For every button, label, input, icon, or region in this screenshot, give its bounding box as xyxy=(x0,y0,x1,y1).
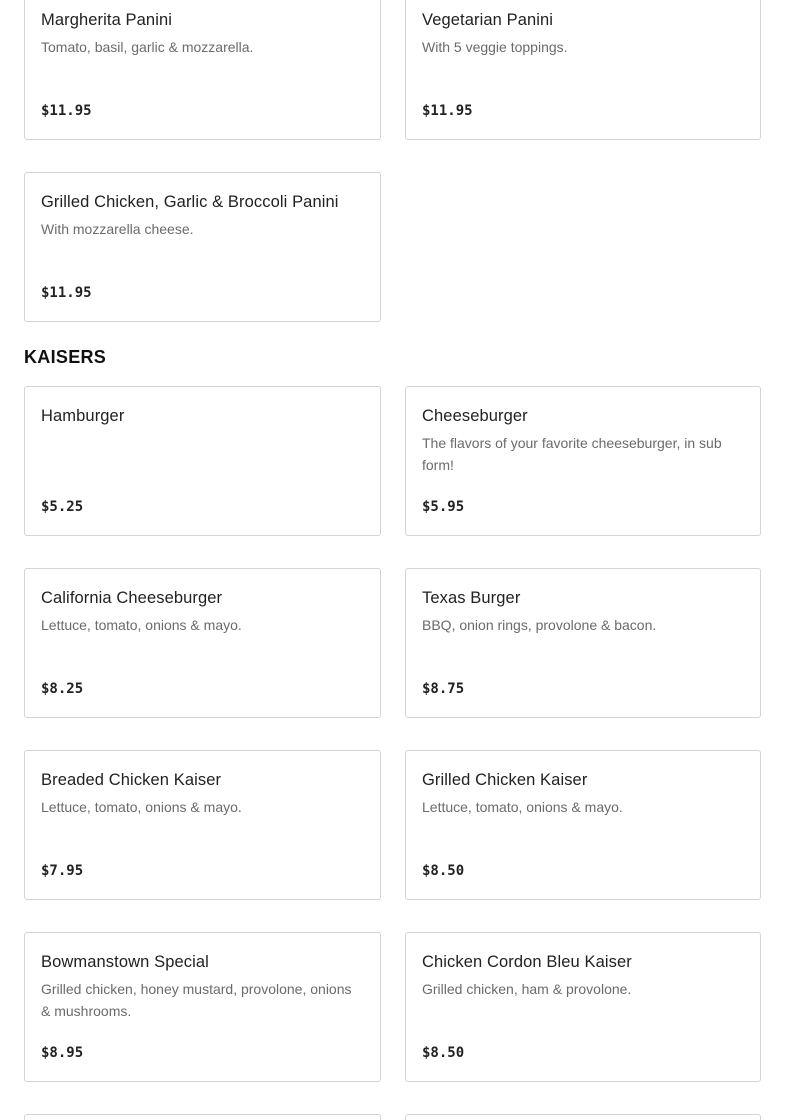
menu-item-description: Lettuce, tomato, onions & mayo. xyxy=(41,617,242,633)
menu-item-title: Margherita Panini xyxy=(41,11,173,29)
menu-item-price: $8.75 xyxy=(422,681,465,697)
menu-item-title: Hamburger xyxy=(41,407,125,425)
menu-item-description: Grilled chicken, honey mustard, provolone, onions & mushrooms. xyxy=(41,981,352,1019)
menu-item-card[interactable] xyxy=(405,386,761,536)
section-heading-kaisers: KAISERS xyxy=(24,347,107,367)
menu-item-description: With mozzarella cheese. xyxy=(41,221,194,237)
menu-item-price: $7.95 xyxy=(41,863,84,879)
menu-item-price: $8.25 xyxy=(41,681,84,697)
menu-item-card[interactable] xyxy=(405,750,761,900)
menu-item-description: BBQ, onion rings, provolone & bacon. xyxy=(422,617,657,633)
menu-item-card[interactable] xyxy=(24,386,381,536)
menu-item-price: $11.95 xyxy=(41,103,92,119)
menu-item-card[interactable] xyxy=(24,0,381,140)
menu-item-price: $11.95 xyxy=(422,103,473,119)
menu-item-title: Vegetarian Panini xyxy=(422,11,554,29)
menu-item-price: $8.50 xyxy=(422,1045,465,1061)
menu-item-card[interactable] xyxy=(24,750,381,900)
menu-item-title: Chicken Cordon Bleu Kaiser xyxy=(422,953,632,971)
menu-item-card[interactable] xyxy=(405,1114,761,1120)
menu-item-price: $11.95 xyxy=(41,285,92,301)
menu-item-title: California Cheeseburger xyxy=(41,589,223,607)
menu-item-description: Lettuce, tomato, onions & mayo. xyxy=(41,799,242,815)
menu-item-title: Cheeseburger xyxy=(422,407,528,425)
menu-item-description: Grilled chicken, ham & provolone. xyxy=(422,981,632,997)
menu-item-description: With 5 veggie toppings. xyxy=(422,39,568,55)
menu-item-title: Grilled Chicken, Garlic & Broccoli Panini xyxy=(41,193,339,211)
menu-item-title: Breaded Chicken Kaiser xyxy=(41,771,222,789)
menu-item-card[interactable] xyxy=(405,568,761,718)
menu-item-card[interactable] xyxy=(24,1114,381,1120)
menu-item-description: The flavors of your favorite cheeseburger, in sub form! xyxy=(422,435,722,473)
menu-item-price: $5.25 xyxy=(41,499,84,515)
menu-item-price: $8.50 xyxy=(422,863,465,879)
menu-item-description: Tomato, basil, garlic & mozzarella. xyxy=(41,39,254,55)
menu-item-card[interactable] xyxy=(405,0,761,140)
kaisers-menu-grid xyxy=(24,386,761,1120)
menu-item-card[interactable] xyxy=(24,932,381,1082)
menu-item-card[interactable] xyxy=(24,172,381,322)
menu-item-title: Grilled Chicken Kaiser xyxy=(422,771,588,789)
menu-item-description: Lettuce, tomato, onions & mayo. xyxy=(422,799,623,815)
menu-item-card[interactable] xyxy=(24,568,381,718)
panini-menu-grid xyxy=(24,0,761,322)
menu-item-card[interactable] xyxy=(405,932,761,1082)
menu-item-price: $8.95 xyxy=(41,1045,84,1061)
menu-item-title: Texas Burger xyxy=(422,589,521,607)
menu-item-title: Bowmanstown Special xyxy=(41,953,209,971)
menu-item-price: $5.95 xyxy=(422,499,465,515)
